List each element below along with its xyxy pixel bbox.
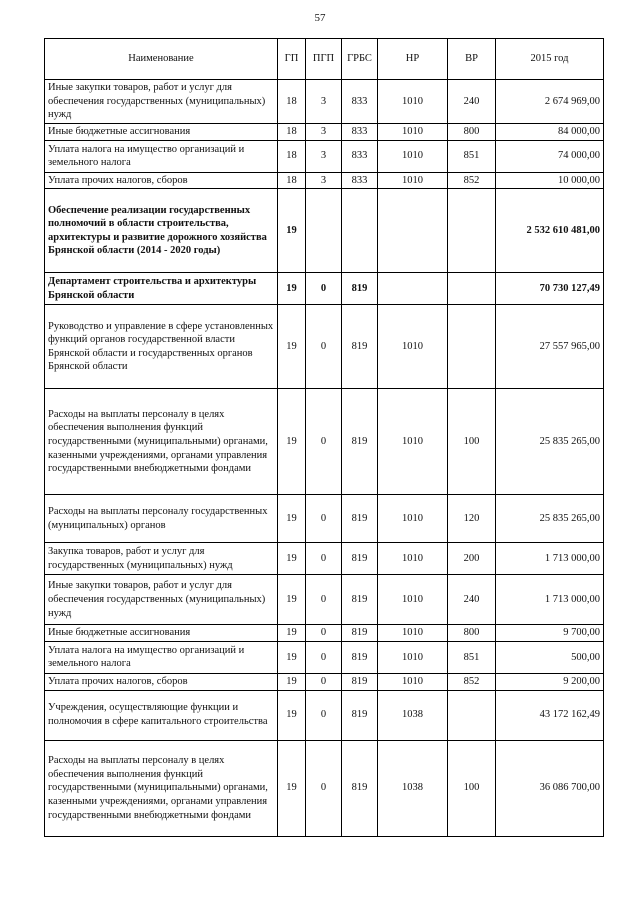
cell-name: Департамент строительства и архитектуры Брянской области [45, 273, 278, 305]
cell-gp: 19 [278, 389, 306, 495]
header-grbs: ГРБС [342, 39, 378, 80]
header-name: Наименование [45, 39, 278, 80]
cell-gp: 19 [278, 740, 306, 836]
cell-vr [448, 273, 496, 305]
cell-pgp: 3 [306, 124, 342, 141]
cell-name: Расходы на выплаты персоналу в целях обеспечения выполнения функций государственными (муниципальными) органами, казенными учреждениями, органами управления государственными внебюджетными фондами [45, 740, 278, 836]
cell-np: 1010 [378, 641, 448, 673]
cell-amount: 500,00 [496, 641, 604, 673]
cell-name: Иные закупки товаров, работ и услуг для обеспечения государственных (муниципальных) нужд [45, 575, 278, 625]
cell-np [378, 189, 448, 273]
table-row [45, 124, 604, 141]
cell-np: 1010 [378, 305, 448, 389]
header-np: НР [378, 39, 448, 80]
cell-name: Закупка товаров, работ и услуг для государственных (муниципальных) нужд [45, 543, 278, 575]
table-row [45, 495, 604, 543]
table-row [45, 80, 604, 124]
cell-np: 1038 [378, 740, 448, 836]
cell-pgp: 0 [306, 389, 342, 495]
cell-gp: 19 [278, 575, 306, 625]
cell-vr: 200 [448, 543, 496, 575]
cell-amount: 25 835 265,00 [496, 389, 604, 495]
cell-np: 1010 [378, 495, 448, 543]
cell-amount: 9 700,00 [496, 625, 604, 642]
table-row [45, 140, 604, 172]
cell-grbs: 819 [342, 641, 378, 673]
cell-amount: 9 200,00 [496, 673, 604, 690]
cell-name: Иные бюджетные ассигнования [45, 124, 278, 141]
cell-name: Руководство и управление в сфере установленных функций органов государственной власти Брянской области и государственных органов Брянской области [45, 305, 278, 389]
cell-vr: 240 [448, 575, 496, 625]
cell-grbs: 819 [342, 690, 378, 740]
cell-name: Уплата налога на имущество организаций и земельного налога [45, 641, 278, 673]
cell-pgp: 0 [306, 575, 342, 625]
cell-pgp: 0 [306, 690, 342, 740]
cell-vr: 852 [448, 172, 496, 189]
cell-gp: 19 [278, 495, 306, 543]
cell-name: Расходы на выплаты персоналу в целях обеспечения выполнения функций государственными (муниципальными) органами, казенными учреждениями, органами управления государственными внебюджетными фондами [45, 389, 278, 495]
cell-amount: 1 713 000,00 [496, 575, 604, 625]
cell-grbs: 833 [342, 80, 378, 124]
cell-np: 1010 [378, 543, 448, 575]
cell-grbs: 819 [342, 495, 378, 543]
cell-np: 1010 [378, 673, 448, 690]
cell-np: 1010 [378, 625, 448, 642]
cell-pgp: 0 [306, 305, 342, 389]
cell-pgp: 3 [306, 172, 342, 189]
cell-pgp: 0 [306, 273, 342, 305]
cell-pgp [306, 189, 342, 273]
cell-gp: 19 [278, 273, 306, 305]
cell-np: 1038 [378, 690, 448, 740]
cell-amount: 2 674 969,00 [496, 80, 604, 124]
cell-np: 1010 [378, 140, 448, 172]
cell-vr [448, 305, 496, 389]
cell-grbs: 819 [342, 389, 378, 495]
table-row [45, 305, 604, 389]
cell-gp: 19 [278, 189, 306, 273]
page-number: 57 [314, 12, 326, 24]
cell-amount: 10 000,00 [496, 172, 604, 189]
cell-np: 1010 [378, 575, 448, 625]
cell-gp: 18 [278, 140, 306, 172]
cell-vr: 100 [448, 740, 496, 836]
cell-grbs: 819 [342, 673, 378, 690]
cell-np [378, 273, 448, 305]
cell-np: 1010 [378, 172, 448, 189]
header-vr: ВР [448, 39, 496, 80]
budget-table [44, 38, 604, 837]
cell-vr: 240 [448, 80, 496, 124]
cell-amount: 1 713 000,00 [496, 543, 604, 575]
cell-grbs: 819 [342, 575, 378, 625]
cell-name: Обеспечение реализации государственных полномочий в области строительства, архитектуры и развитие дорожного хозяйства Брянской области (2014 - 2020 годы) [45, 189, 278, 273]
cell-vr [448, 189, 496, 273]
cell-amount: 27 557 965,00 [496, 305, 604, 389]
cell-vr: 851 [448, 140, 496, 172]
cell-vr: 120 [448, 495, 496, 543]
table-row [45, 543, 604, 575]
cell-grbs: 833 [342, 124, 378, 141]
cell-pgp: 3 [306, 80, 342, 124]
cell-grbs: 819 [342, 625, 378, 642]
cell-pgp: 3 [306, 140, 342, 172]
cell-amount: 36 086 700,00 [496, 740, 604, 836]
cell-name: Расходы на выплаты персоналу государственных (муниципальных) органов [45, 495, 278, 543]
cell-vr: 851 [448, 641, 496, 673]
table-row [45, 641, 604, 673]
cell-grbs: 819 [342, 543, 378, 575]
cell-gp: 19 [278, 673, 306, 690]
cell-pgp: 0 [306, 641, 342, 673]
cell-vr: 800 [448, 124, 496, 141]
table-header-row [45, 39, 604, 80]
cell-gp: 19 [278, 690, 306, 740]
table-row [45, 690, 604, 740]
table-row [45, 740, 604, 836]
cell-vr: 100 [448, 389, 496, 495]
cell-grbs: 833 [342, 140, 378, 172]
cell-name: Уплата прочих налогов, сборов [45, 673, 278, 690]
cell-name: Уплата прочих налогов, сборов [45, 172, 278, 189]
cell-pgp: 0 [306, 495, 342, 543]
cell-gp: 18 [278, 80, 306, 124]
table-row [45, 172, 604, 189]
cell-grbs: 833 [342, 172, 378, 189]
cell-grbs: 819 [342, 740, 378, 836]
header-pgp: ПГП [306, 39, 342, 80]
cell-gp: 18 [278, 124, 306, 141]
cell-pgp: 0 [306, 673, 342, 690]
cell-name: Учреждения, осуществляющие функции и полномочия в сфере капитального строительства [45, 690, 278, 740]
cell-pgp: 0 [306, 543, 342, 575]
cell-gp: 19 [278, 641, 306, 673]
cell-grbs [342, 189, 378, 273]
cell-amount: 74 000,00 [496, 140, 604, 172]
cell-vr: 852 [448, 673, 496, 690]
cell-np: 1010 [378, 124, 448, 141]
cell-pgp: 0 [306, 625, 342, 642]
cell-pgp: 0 [306, 740, 342, 836]
cell-amount: 70 730 127,49 [496, 273, 604, 305]
table-row [45, 273, 604, 305]
cell-vr [448, 690, 496, 740]
cell-name: Иные закупки товаров, работ и услуг для обеспечения государственных (муниципальных) нужд [45, 80, 278, 124]
table-row [45, 575, 604, 625]
cell-grbs: 819 [342, 273, 378, 305]
cell-gp: 18 [278, 172, 306, 189]
cell-np: 1010 [378, 80, 448, 124]
table-row [45, 389, 604, 495]
cell-amount: 43 172 162,49 [496, 690, 604, 740]
cell-gp: 19 [278, 625, 306, 642]
table-row [45, 673, 604, 690]
header-year: 2015 год [496, 39, 604, 80]
table-row [45, 625, 604, 642]
cell-amount: 25 835 265,00 [496, 495, 604, 543]
cell-np: 1010 [378, 389, 448, 495]
cell-vr: 800 [448, 625, 496, 642]
cell-gp: 19 [278, 543, 306, 575]
cell-amount: 84 000,00 [496, 124, 604, 141]
cell-grbs: 819 [342, 305, 378, 389]
cell-gp: 19 [278, 305, 306, 389]
cell-name: Иные бюджетные ассигнования [45, 625, 278, 642]
header-gp: ГП [278, 39, 306, 80]
table-row [45, 189, 604, 273]
cell-name: Уплата налога на имущество организаций и земельного налога [45, 140, 278, 172]
cell-amount: 2 532 610 481,00 [496, 189, 604, 273]
